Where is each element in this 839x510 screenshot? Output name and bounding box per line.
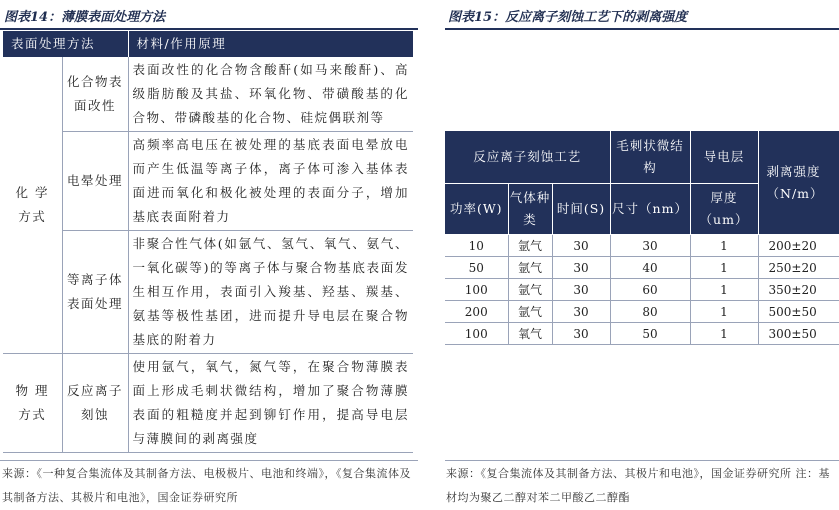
table-row	[3, 132, 413, 231]
cell-thickness: 1	[690, 257, 758, 279]
fig15-source-rule	[445, 460, 839, 461]
table-row	[3, 57, 413, 132]
cell-power: 10	[445, 235, 508, 257]
cell-size: 30	[610, 235, 690, 257]
cell-thickness: 1	[690, 279, 758, 301]
cell-peel-strength: 300±50	[758, 323, 839, 345]
fig14-source: 来源：《一种复合集流体及其制备方法、电极极片、电池和终端》，《复合集流体及其制备方法、其极片和电池》，国金证券研究所	[2, 467, 411, 504]
fig14-source-rule	[0, 460, 418, 461]
cell-peel-strength: 500±50	[758, 301, 839, 323]
fig14-title: 图表14：薄膜表面处理方法	[4, 10, 166, 25]
table-row	[445, 257, 839, 279]
cell-size: 50	[610, 323, 690, 345]
cell-peel-strength: 350±20	[758, 279, 839, 301]
method-compound-modification: 化合物表面改性	[62, 57, 128, 132]
cell-time: 30	[552, 279, 610, 301]
header-principle: 材料/作用原理	[128, 31, 413, 57]
cell-time: 30	[552, 257, 610, 279]
cell-peel-strength: 200±20	[758, 235, 839, 257]
cell-thickness: 1	[690, 323, 758, 345]
cell-time: 30	[552, 235, 610, 257]
category-chemical: 化 学 方式	[3, 57, 62, 354]
cell-peel-strength: 250±20	[758, 257, 839, 279]
header-size: 尺寸（nm）	[610, 184, 690, 235]
method-rie: 反应离子刻蚀	[62, 354, 128, 453]
desc-corona: 高频率高电压在被处理的基底表面电晕放电而产生低温等离子体，离子体可渗入基体表面进而氧化和极化被处理的表面分子，增加基底表面附着力	[128, 132, 413, 231]
fig14-title-rule	[0, 28, 418, 30]
cell-time: 30	[552, 323, 610, 345]
table-row	[3, 354, 413, 453]
header-conductive-layer: 导电层	[690, 131, 758, 184]
table-row	[445, 301, 839, 323]
header-time: 时间(S)	[552, 184, 610, 235]
category-physical: 物 理 方式	[3, 354, 62, 453]
fig15-title-rule	[445, 28, 839, 30]
header-peel-strength: 剥离强度（N/m）	[758, 131, 839, 235]
cell-size: 60	[610, 279, 690, 301]
desc-plasma: 非聚合性气体(如氩气、氢气、氧气、氨气、一氧化碳等)的等离子体与聚合物基底表面发生相互作用，表面引入羧基、羟基、羰基、氨基等极性基团，进而提升导电层在聚合物基底的附着力	[128, 231, 413, 354]
table-header-row	[445, 131, 839, 184]
peel-strength-table	[445, 131, 839, 345]
table-header-row	[3, 31, 413, 57]
cell-power: 100	[445, 323, 508, 345]
cell-power: 50	[445, 257, 508, 279]
table-row	[3, 231, 413, 354]
table-row	[445, 279, 839, 301]
cell-gas: 氩气	[508, 235, 552, 257]
cell-size: 40	[610, 257, 690, 279]
header-thickness: 厚度（um）	[690, 184, 758, 235]
cell-size: 80	[610, 301, 690, 323]
cell-gas: 氩气	[508, 257, 552, 279]
cell-power: 200	[445, 301, 508, 323]
desc-compound-modification: 表面改性的化合物含酸酐(如马来酸酐)、高级脂肪酸及其盐、环氧化物、带磺酸基的化合物、带磷酸基的化合物、硅烷偶联剂等	[128, 57, 413, 132]
fig15-title: 图表15：反应离子刻蚀工艺下的剥离强度	[448, 10, 688, 25]
fig15-source: 来源：《复合集流体及其制备方法、其极片和电池》，国金证券研究所 注：基材均为聚乙二醇对苯二甲酸乙二醇酯	[446, 467, 830, 504]
cell-power: 100	[445, 279, 508, 301]
cell-time: 30	[552, 301, 610, 323]
method-plasma: 等离子体表面处理	[62, 231, 128, 354]
desc-rie: 使用氩气，氧气，氮气等，在聚合物薄膜表面上形成毛刺状微结构，增加了聚合物薄膜表面的粗糙度并起到铆钉作用，提高导电层与薄膜间的剥离强度	[128, 354, 413, 453]
cell-gas: 氩气	[508, 301, 552, 323]
cell-gas: 氧气	[508, 323, 552, 345]
cell-thickness: 1	[690, 235, 758, 257]
table-row	[445, 235, 839, 257]
header-rie-process: 反应离子刻蚀工艺	[445, 131, 610, 184]
method-corona: 电晕处理	[62, 132, 128, 231]
cell-thickness: 1	[690, 301, 758, 323]
header-method: 表面处理方法	[3, 31, 128, 57]
header-power: 功率(W)	[445, 184, 508, 235]
surface-treatment-table	[3, 31, 413, 453]
table-row	[445, 323, 839, 345]
cell-gas: 氩气	[508, 279, 552, 301]
header-burr-structure: 毛刺状微结构	[610, 131, 690, 184]
header-gas-type: 气体种类	[508, 184, 552, 235]
